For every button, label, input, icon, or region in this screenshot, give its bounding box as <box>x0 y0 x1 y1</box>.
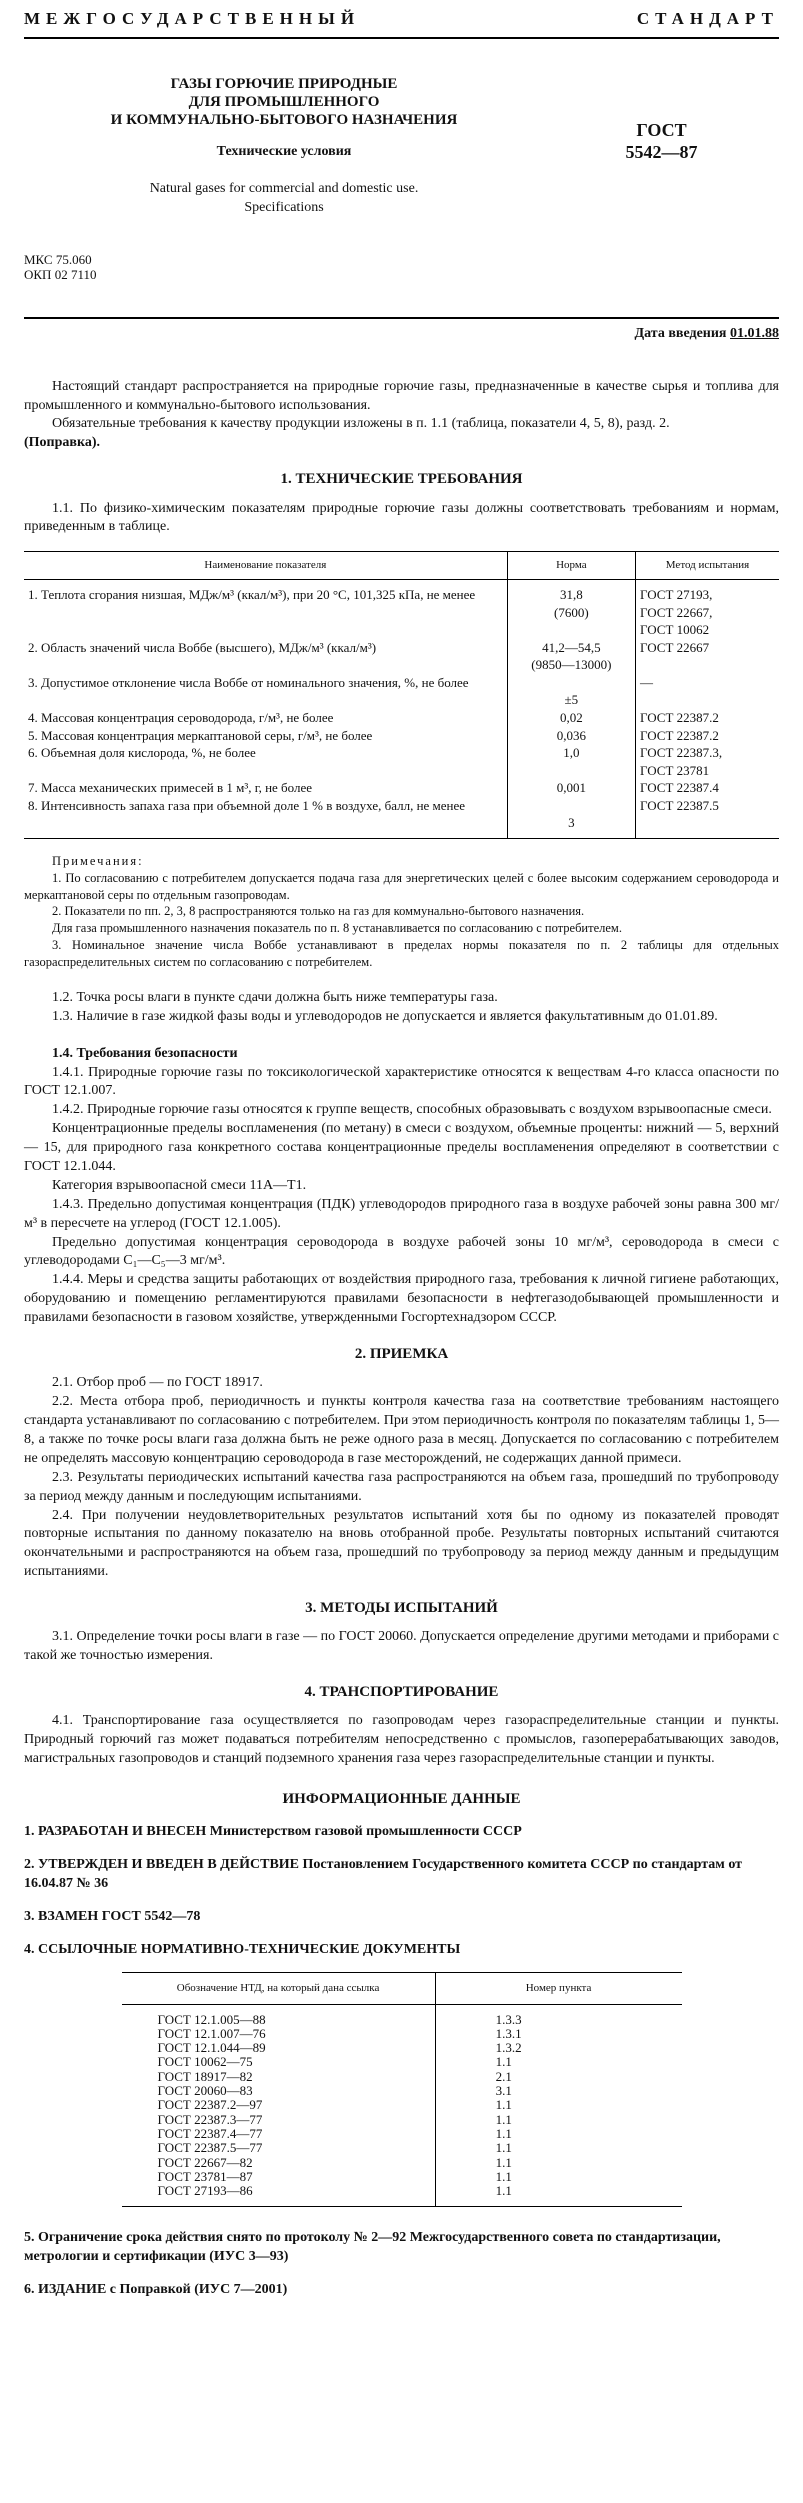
safety-paragraph: Предельно допустимая концентрация сероводорода в воздухе рабочей зоны 10 мг/м³, сероводорода в смеси с углеводородами C₁—C₅—3 мг/м³. <box>24 1234 779 1269</box>
table-row <box>24 709 779 727</box>
note: 3. Номинальное значение числа Воббе устанавливают в пределах нормы показателя по п. 2 таблицы для отдельных газораспределительных систем по согласованию с потребителем. <box>24 938 779 970</box>
table-header-norm: Норма <box>507 552 635 580</box>
method-cell: ГОСТ 22387.5 <box>636 797 779 839</box>
method-cell: ГОСТ 22667 <box>636 639 779 674</box>
ref-doc-cell: ГОСТ 22387.5—77 <box>157 2140 263 2156</box>
ref-clause-cell: 1.1 <box>435 2127 681 2141</box>
references-table <box>122 1972 682 2208</box>
intro-paragraph: Обязательные требования к качеству продукции изложены в п. 1.1 (таблица, показатели 4, 5, 8), разд. 2. <box>52 416 670 432</box>
ref-doc-cell: ГОСТ 22387.3—77 <box>157 2111 263 2127</box>
header-rule <box>24 317 779 319</box>
info-item-5: 5. Ограничение срока действия снято по протоколу № 2—92 Межгосударственного совета по стандартизации, метрологии и сертификации (ИУС 3—93) <box>24 2230 721 2265</box>
info-item-4: 4. ССЫЛОЧНЫЕ НОРМАТИВНО-ТЕХНИЧЕСКИЕ ДОКУМЕНТЫ <box>24 1941 461 1957</box>
table-notes <box>24 853 779 971</box>
title-line: ГАЗЫ ГОРЮЧИЕ ПРИРОДНЫЕ <box>170 75 398 92</box>
ref-doc-cell: ГОСТ 12.1.005—88 <box>157 2011 266 2027</box>
requirements-table-body <box>24 580 779 839</box>
norm-cell: 1,0 <box>507 744 635 779</box>
indicator-name-cell: 5. Массовая концентрация меркаптановой серы, г/м³, не более <box>28 727 373 743</box>
table-header-method: Метод испытания <box>636 552 779 580</box>
ref-clause-cell: 1.1 <box>435 2055 681 2069</box>
indicator-name-cell: 1. Теплота сгорания низшая, МДж/м³ (ккал/м³), при 20 °С, 101,325 кПа, не менее <box>28 587 476 603</box>
table-row <box>122 2127 682 2141</box>
intro-paragraph: Настоящий стандарт распространяется на природные горючие газы, предназначенные в качестве сырья и топлива для промышленного и коммунально-бытового использования. <box>24 378 779 413</box>
indicator-name-cell: 7. Масса механических примесей в 1 м³, г, не более <box>28 780 313 796</box>
ref-doc-cell: ГОСТ 10062—75 <box>157 2054 253 2070</box>
safety-paragraph: Категория взрывоопасной смеси 11А—Т1. <box>52 1177 307 1193</box>
safety-title: 1.4. Требования безопасности <box>52 1045 238 1061</box>
classification-codes: МКС 75.060 ОКП 02 7110 <box>24 251 97 283</box>
section-2-paragraph: 2.3. Результаты периодических испытаний качества газа распространяются на объем газа, прошедший по трубопроводу за период между данным и последующим испытаниями. <box>24 1469 779 1504</box>
info-title: ИНФОРМАЦИОННЫЕ ДАННЫЕ <box>282 1791 521 1808</box>
table-row <box>122 2098 682 2112</box>
ref-doc-cell: ГОСТ 12.1.007—76 <box>157 2025 266 2041</box>
safety-paragraph: 1.4.4. Меры и средства защиты работающих от воздействия природного газа, требования к личной гигиене работающих, оборудованию и помещению регламентируются правилами безопасности в нефтегазодобывающей промышленности и правилами безопасности в газовом хозяйстве, утвержденными Госгортехнадзором СССР. <box>24 1272 779 1326</box>
norm-cell: 3 <box>507 797 635 839</box>
method-cell: ГОСТ 22387.3, ГОСТ 23781 <box>636 744 779 779</box>
paragraph-1-3: 1.3. Наличие в газе жидкой фазы воды и углеводородов не допускается и является факультативным до 01.01.89. <box>52 1008 718 1024</box>
table-row <box>24 779 779 797</box>
standard-banner: МЕЖГОСУДАРСТВЕННЫЙ СТАНДАРТ <box>24 9 779 28</box>
ref-doc-cell: ГОСТ 22387.2—97 <box>157 2097 263 2113</box>
table-row <box>122 2027 682 2041</box>
section-3-title: 3. МЕТОДЫ ИСПЫТАНИЙ <box>305 1600 498 1617</box>
safety-paragraph: 1.4.3. Предельно допустимая концентрация (ПДК) углеводородов природного газа в воздухе рабочей зоны равна 300 мг/м³ в пересчете на углерод (ГОСТ 12.1.005). <box>24 1196 779 1231</box>
table-row <box>24 674 779 709</box>
document-title <box>24 75 544 129</box>
ref-doc-cell: ГОСТ 20060—83 <box>157 2083 253 2099</box>
header <box>24 39 779 218</box>
ref-doc-cell: ГОСТ 18917—82 <box>157 2068 253 2084</box>
note: 1. По согласованию с потребителем допускается подача газа для энергетических целей с более высоким содержанием сероводорода и меркаптановой серы по отдельным газопроводам. <box>24 870 779 902</box>
ref-clause-cell: 1.3.3 <box>435 2004 681 2027</box>
document-subtitle: Технические условия <box>216 143 352 159</box>
indicator-name-cell: 2. Область значений числа Воббе (высшего), МДж/м³ (ккал/м³) <box>28 639 377 655</box>
ref-clause-cell: 1.1 <box>435 2141 681 2155</box>
table-row <box>122 2170 682 2184</box>
norm-cell: 41,2—54,5 (9850—13000) <box>507 639 635 674</box>
ref-doc-cell: ГОСТ 27193—86 <box>157 2183 253 2199</box>
ref-clause-cell: 3.1 <box>435 2084 681 2098</box>
table-row <box>122 2004 682 2027</box>
ref-clause-cell: 1.1 <box>435 2156 681 2170</box>
ref-doc-cell: ГОСТ 22667—82 <box>157 2154 253 2170</box>
table-row <box>122 2141 682 2155</box>
norm-cell: 0,001 <box>507 779 635 797</box>
method-cell: ГОСТ 22387.2 <box>636 709 779 727</box>
table-row <box>122 2055 682 2069</box>
table-row <box>24 727 779 745</box>
table-row <box>122 2084 682 2098</box>
title-line: И КОММУНАЛЬНО-БЫТОВОГО НАЗНАЧЕНИЯ <box>110 111 458 128</box>
section-3-paragraph: 3.1. Определение точки росы влаги в газе — по ГОСТ 20060. Допускается определение другими методами и приборами с такой же точностью измерения. <box>24 1629 779 1664</box>
ref-clause-cell: 1.1 <box>435 2184 681 2207</box>
indicator-name-cell: 4. Массовая концентрация сероводорода, г/м³, не более <box>28 709 334 725</box>
safety-paragraph: Концентрационные пределы воспламенения (по метану) в смеси с воздухом, объемные проценты: нижний — 5, верхний — 15, для природного газа конкретного состава концентрационные пределы воспламенения определяют в соответствии с ГОСТ 12.1.044. <box>24 1121 779 1175</box>
norm-cell: 0,036 <box>507 727 635 745</box>
introduction-date: Дата введения 01.01.88 <box>634 325 779 341</box>
ref-doc-cell: ГОСТ 23781—87 <box>157 2168 253 2184</box>
info-item-3: 3. ВЗАМЕН ГОСТ 5542—78 <box>24 1908 201 1924</box>
section-2-title: 2. ПРИЕМКА <box>354 1346 449 1363</box>
section-4-paragraph: 4.1. Транспортирование газа осуществляется по газопроводам через газораспределительные станции и пункты. Природный горючий газ может подаваться потребителям непосредственно с промыслов, газоперерабатывающих заводов, магистральных газопроводов и станций подземного хранения газа через газораспределительные станции и пункты. <box>24 1713 779 1767</box>
method-cell: ГОСТ 22387.2 <box>636 727 779 745</box>
table-row <box>122 2113 682 2127</box>
english-title: Natural gases for commercial and domestic use. Specifications <box>149 180 419 215</box>
norm-cell: ±5 <box>507 674 635 709</box>
indicator-name-cell: 6. Объемная доля кислорода, %, не более <box>28 745 256 761</box>
norm-cell: 0,02 <box>507 709 635 727</box>
indicator-name-cell: 8. Интенсивность запаха газа при объемной доле 1 % в воздухе, балл, не менее <box>28 797 466 813</box>
requirements-table <box>24 551 779 839</box>
info-item-1: 1. РАЗРАБОТАН И ВНЕСЕН Министерством газовой промышленности СССР <box>24 1824 522 1840</box>
note: Для газа промышленного назначения показатель по п. 8 устанавливается по согласованию с потребителем. <box>52 921 622 936</box>
ref-header-doc: Обозначение НТД, на который дана ссылка <box>122 1972 436 2004</box>
safety-paragraph: 1.4.2. Природные горючие газы относятся к группе веществ, способных образовывать с воздухом взрывоопасные смеси. <box>52 1102 772 1118</box>
table-row <box>24 639 779 674</box>
references-table-body <box>122 2004 682 2207</box>
notes-title: Примечания: <box>52 853 144 868</box>
ref-doc-cell: ГОСТ 22387.4—77 <box>157 2125 263 2141</box>
indicator-name-cell: 3. Допустимое отклонение числа Воббе от номинального значения, %, не более <box>28 674 469 690</box>
note: 2. Показатели по пп. 2, 3, 8 распространяются только на газ для коммунально-бытового назначения. <box>52 904 585 919</box>
table-row <box>24 580 779 639</box>
ref-clause-cell: 1.1 <box>435 2113 681 2127</box>
table-row <box>122 2184 682 2207</box>
section-1-title: 1. ТЕХНИЧЕСКИЕ ТРЕБОВАНИЯ <box>280 471 523 488</box>
ref-clause-cell: 1.1 <box>435 2170 681 2184</box>
method-cell: ГОСТ 27193, ГОСТ 22667, ГОСТ 10062 <box>636 580 779 639</box>
ref-clause-cell: 2.1 <box>435 2070 681 2084</box>
table-row <box>24 744 779 779</box>
paragraph-1-2: 1.2. Точка росы влаги в пункте сдачи должна быть ниже температуры газа. <box>52 989 498 1005</box>
ref-header-clause: Номер пункта <box>435 1972 681 2004</box>
amendment-note: (Поправка). <box>24 435 100 451</box>
safety-paragraph: 1.4.1. Природные горючие газы по токсикологической характеристике относятся к веществам 4-го класса опасности по ГОСТ 12.1.007. <box>24 1064 779 1099</box>
table-row <box>122 2156 682 2170</box>
ref-doc-cell: ГОСТ 12.1.044—89 <box>157 2040 266 2056</box>
ref-clause-cell: 1.3.1 <box>435 2027 681 2041</box>
section-2-paragraph: 2.4. При получении неудовлетворительных результатов испытаний хотя бы по одному из показателей проводят повторные испытания по данному показателю на вновь отобранной пробе. Результаты повторных испытаний считаются окончательными и распространяются на объем газа, прошедший по трубопроводу за период между данным и предыдущим испытаниями. <box>24 1507 779 1580</box>
info-item-2: 2. УТВЕРЖДЕН И ВВЕДЕН В ДЕЙСТВИЕ Постановлением Государственного комитета СССР по стандартам от 16.04.87 № 36 <box>24 1857 743 1892</box>
ref-clause-cell: 1.1 <box>435 2098 681 2112</box>
gost-number: ГОСТ 5542—87 <box>625 119 698 163</box>
norm-cell: 31,8 (7600) <box>507 580 635 639</box>
table-row <box>122 2070 682 2084</box>
table-row <box>122 2041 682 2055</box>
method-cell: — <box>636 674 779 709</box>
table-row <box>24 797 779 839</box>
info-item-6: 6. ИЗДАНИЕ с Поправкой (ИУС 7—2001) <box>24 2282 288 2298</box>
table-header-name: Наименование показателя <box>24 552 507 580</box>
method-cell: ГОСТ 22387.4 <box>636 779 779 797</box>
section-4-title: 4. ТРАНСПОРТИРОВАНИЕ <box>304 1684 499 1701</box>
title-line: ДЛЯ ПРОМЫШЛЕННОГО <box>188 93 380 110</box>
intro-section <box>24 378 779 454</box>
section-2-paragraph: 2.2. Места отбора проб, периодичность и пункты контроля качества газа на соответствие требованиям настоящего стандарта устанавливают по согласованию с потребителем. При этом периодичность контроля по показателям таблицы 1, 5—8, а также по точке росы влаги газа должна быть не реже одного раза в месяц. Допускается по согласованию с потребителем не определять массовую концентрацию сероводорода в газе месторождений, не содержащих данной примеси. <box>24 1394 779 1466</box>
section-1-paragraph: 1.1. По физико-химическим показателям природные горючие газы должны соответствовать требованиям и нормам, приведенным в таблице. <box>24 500 779 535</box>
ref-clause-cell: 1.3.2 <box>435 2041 681 2055</box>
section-2-paragraph: 2.1. Отбор проб — по ГОСТ 18917. <box>52 1375 263 1391</box>
